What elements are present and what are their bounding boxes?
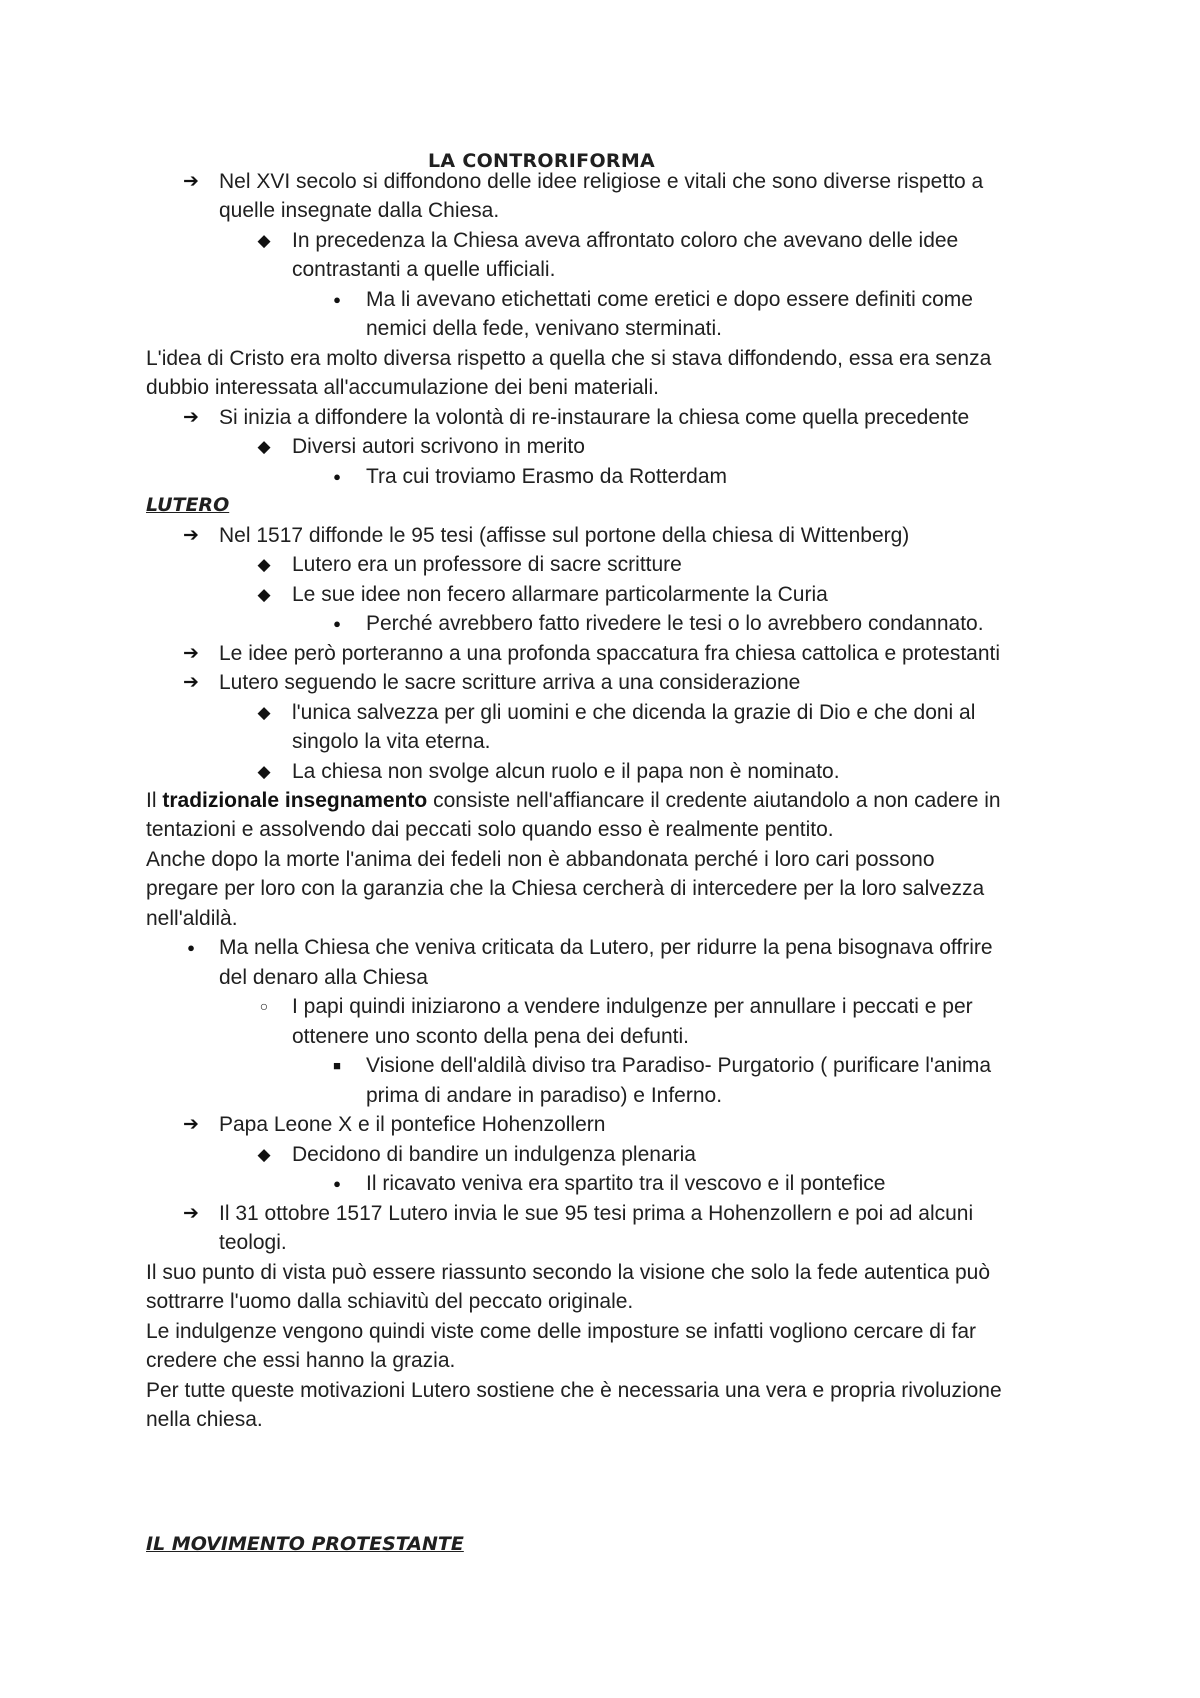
arrow-bullet-icon: ➔ (183, 407, 199, 428)
section-heading-lutero: LUTERO (146, 494, 230, 516)
text-line: quelle insegnate dalla Chiesa. (219, 199, 500, 222)
diamond-bullet-icon: ◆ (257, 555, 271, 574)
text-line: pregare per loro con la garanzia che la Chiesa cercherà di intercedere per la loro salvezza (146, 877, 985, 900)
text-line: Perché avrebbero fatto rivedere le tesi o lo avrebbero condannato. (366, 612, 984, 635)
text-line: del denaro alla Chiesa (219, 966, 428, 989)
circle-bullet-icon: ○ (259, 998, 269, 1014)
disc-bullet-icon: ● (333, 616, 341, 631)
text-line: Le idee però porteranno a una profonda spaccatura fra chiesa cattolica e protestanti (219, 642, 1001, 665)
text-line-with-emphasis (146, 787, 1001, 814)
text-line: Per tutte queste motivazioni Lutero sostiene che è necessaria una vera e propria rivoluzione (146, 1379, 1002, 1402)
disc-bullet-icon: ● (333, 1176, 341, 1191)
page-title: LA CONTRORIFORMA (428, 150, 656, 172)
text-span: Il (146, 789, 163, 812)
text-line: I papi quindi iniziarono a vendere indulgenze per annullare i peccati e per (292, 995, 973, 1018)
disc-bullet-icon: ● (333, 292, 341, 307)
diamond-bullet-icon: ◆ (257, 703, 271, 722)
text-line: sottrarre l'uomo dalla schiavitù del peccato originale. (146, 1290, 634, 1313)
text-line: singolo la vita eterna. (292, 730, 491, 753)
text-line: dubbio interessata all'accumulazione dei beni materiali. (146, 376, 659, 399)
text-line: Lutero era un professore di sacre scritture (292, 553, 682, 576)
text-line: Ma nella Chiesa che veniva criticata da Lutero, per ridurre la pena bisognava offrire (219, 936, 993, 959)
text-line: Nel 1517 diffonde le 95 tesi (affisse sul portone della chiesa di Wittenberg) (219, 524, 910, 547)
text-line: La chiesa non svolge alcun ruolo e il papa non è nominato. (292, 760, 840, 783)
text-line: Il ricavato veniva era spartito tra il vescovo e il pontefice (366, 1172, 886, 1195)
text-line: Le indulgenze vengono quindi viste come delle imposture se infatti vogliono cercare di far (146, 1320, 976, 1343)
text-line: nella chiesa. (146, 1408, 263, 1431)
arrow-bullet-icon: ➔ (183, 1114, 199, 1135)
text-line: L'idea di Cristo era molto diversa rispetto a quella che si stava diffondendo, essa era senza (146, 347, 992, 370)
text-line: Decidono di bandire un indulgenza plenaria (292, 1143, 696, 1166)
arrow-bullet-icon: ➔ (183, 643, 199, 664)
text-line: l'unica salvezza per gli uomini e che dicenda la grazie di Dio e che doni al (292, 701, 976, 724)
text-line: Il suo punto di vista può essere riassunto secondo la visione che solo la fede autentica può (146, 1261, 991, 1284)
square-bullet-icon: ■ (333, 1058, 341, 1073)
arrow-bullet-icon: ➔ (183, 525, 199, 546)
diamond-bullet-icon: ◆ (257, 762, 271, 781)
diamond-bullet-icon: ◆ (257, 1145, 271, 1164)
text-line: nell'aldilà. (146, 907, 238, 930)
arrow-bullet-icon: ➔ (183, 672, 199, 693)
text-line: ottenere uno sconto della pena dei defunti. (292, 1025, 689, 1048)
section-heading-movimento-protestante: IL MOVIMENTO PROTESTANTE (146, 1533, 464, 1555)
text-line: Diversi autori scrivono in merito (292, 435, 585, 458)
text-line: Visione dell'aldilà diviso tra Paradiso- Purgatorio ( purificare l'anima (366, 1054, 992, 1077)
text-line: Tra cui troviamo Erasmo da Rotterdam (366, 465, 728, 488)
disc-bullet-icon: ● (333, 469, 341, 484)
text-line: credere che essi hanno la grazia. (146, 1349, 456, 1372)
text-line: Le sue idee non fecero allarmare particolarmente la Curia (292, 583, 828, 606)
arrow-bullet-icon: ➔ (183, 171, 199, 192)
disc-bullet-icon: ● (187, 940, 195, 955)
text-line: teologi. (219, 1231, 287, 1254)
arrow-bullet-icon: ➔ (183, 1203, 199, 1224)
diamond-bullet-icon: ◆ (257, 437, 271, 456)
diamond-bullet-icon: ◆ (257, 231, 271, 250)
bold-emphasis: tradizionale insegnamento (162, 789, 428, 812)
text-line: contrastanti a quelle ufficiali. (292, 258, 556, 281)
text-line: nemici della fede, venivano sterminati. (366, 317, 723, 340)
diamond-bullet-icon: ◆ (257, 585, 271, 604)
text-line: tentazioni e assolvendo dai peccati solo quando esso è realmente pentito. (146, 818, 834, 841)
text-line: Il 31 ottobre 1517 Lutero invia le sue 95 tesi prima a Hohenzollern e poi ad alcuni (219, 1202, 974, 1225)
text-line: Anche dopo la morte l'anima dei fedeli non è abbandonata perché i loro cari possono (146, 848, 935, 871)
text-line: In precedenza la Chiesa aveva affrontato coloro che avevano delle idee (292, 229, 959, 252)
text-line: prima di andare in paradiso) e Inferno. (366, 1084, 723, 1107)
text-line: Ma li avevano etichettati come eretici e dopo essere definiti come (366, 288, 973, 311)
text-span: consiste nell'affiancare il credente aiutandolo a non cadere in (427, 789, 1001, 812)
text-line: Nel XVI secolo si diffondono delle idee religiose e vitali che sono diverse rispetto a (219, 170, 984, 193)
text-line: Si inizia a diffondere la volontà di re-instaurare la chiesa come quella precedente (219, 406, 970, 429)
text-line: Lutero seguendo le sacre scritture arriva a una considerazione (219, 671, 801, 694)
text-line: Papa Leone X e il pontefice Hohenzollern (219, 1113, 606, 1136)
